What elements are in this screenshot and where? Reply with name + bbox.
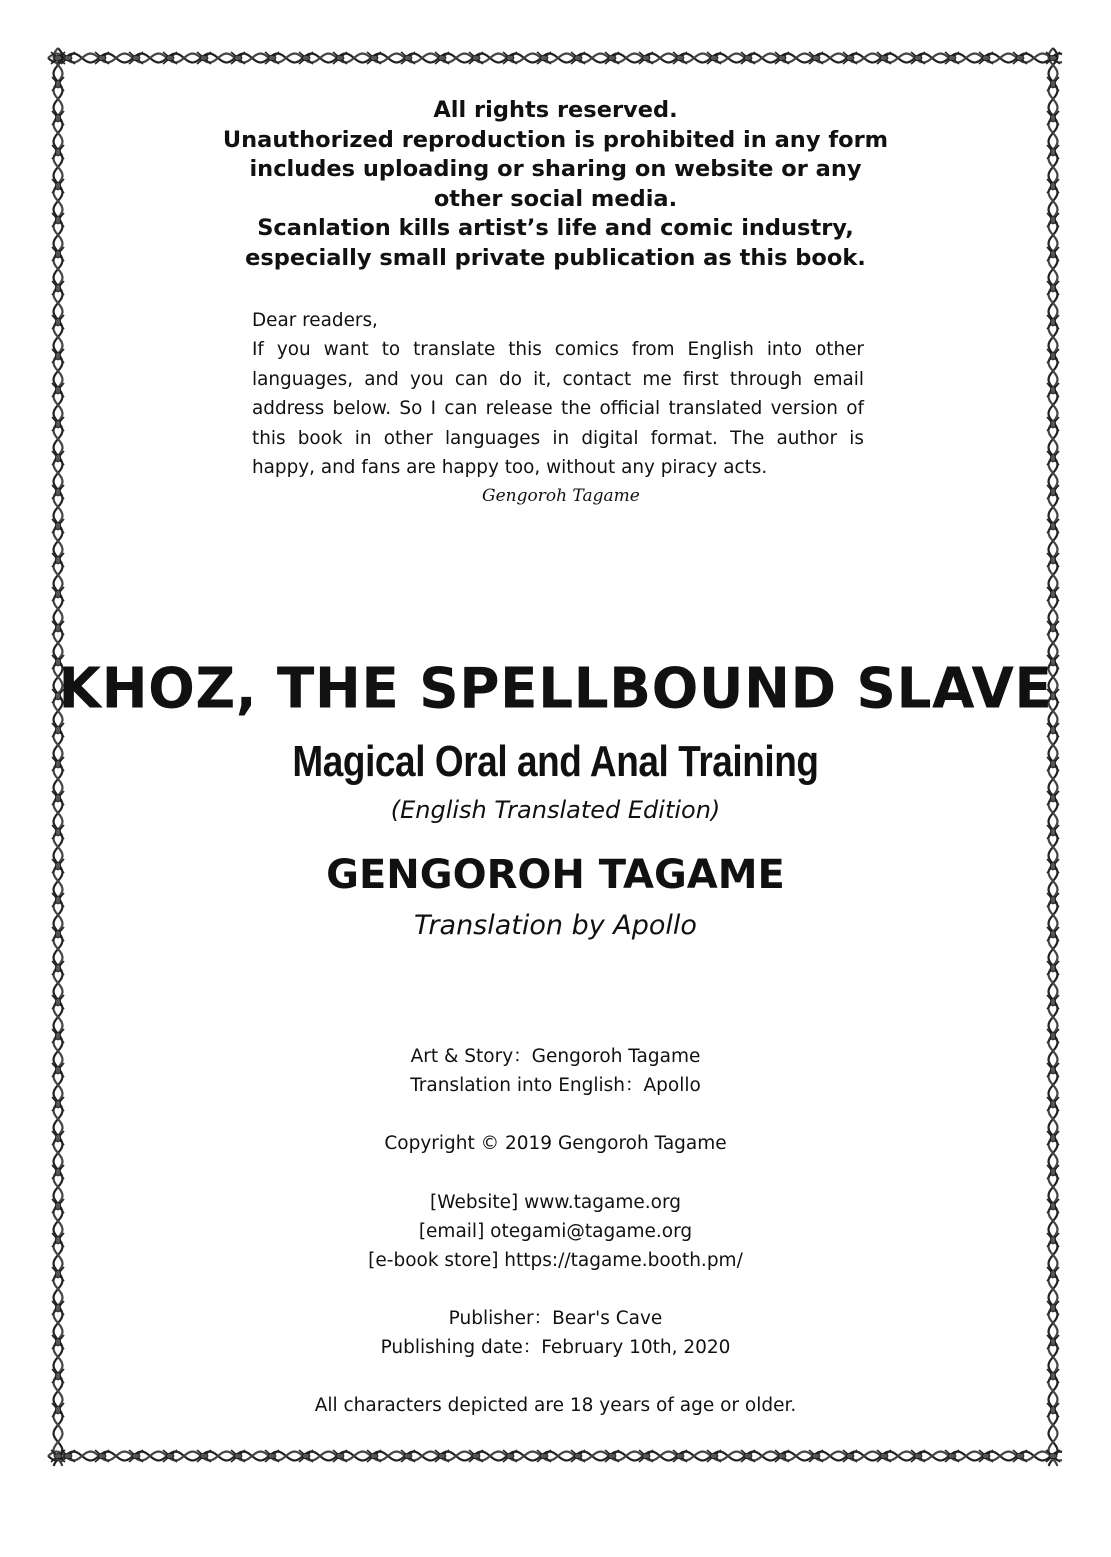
barb-knot [1047,587,1059,601]
barb-knot [605,52,619,64]
barb-knot [52,1029,64,1043]
barb-knot [52,825,64,839]
publishing-date-text: Publishing date：February 10th, 2020 [380,1337,731,1358]
barb-knot [979,52,993,64]
barb-knot [639,1450,653,1462]
barb-knot [843,52,857,64]
barb-knot [673,52,687,64]
barb-knot [877,52,891,64]
barb-knot [231,1450,245,1462]
barb-knot [52,485,64,499]
publisher-info [0,1304,1111,1362]
barb-knot [571,52,585,64]
barb-knot [1047,1369,1059,1383]
barb-knot [979,1450,993,1462]
notice-line: Scanlation kills artist’s life and comic industry, [257,215,854,241]
website-link[interactable]: [Website] www.tagame.org [430,1192,681,1213]
barb-knot [299,52,313,64]
barb-knot [333,1450,347,1462]
notice-line: other social media. [433,185,678,212]
barb-knot [265,52,279,64]
barb-knot [435,1450,449,1462]
copyright-text: Copyright © 2019 Gengoroh Tagame [384,1133,727,1154]
barb-knot [469,1450,483,1462]
author-letter [252,306,864,482]
barb-knot [163,52,177,64]
barb-knot [299,1450,313,1462]
barb-knot [1047,315,1059,329]
book-subtitle: Magical Oral and Anal Training [292,737,819,786]
barb-knot [1047,519,1059,533]
barb-knot [911,52,925,64]
barb-knot [843,1450,857,1462]
author-name: GENGOROH TAGAME [326,852,785,898]
barb-knot [52,1369,64,1383]
barb-knot [265,1450,279,1462]
barb-knot [503,1450,517,1462]
barb-knot [775,52,789,64]
book-title: KHOZ, THE SPELLBOUND SLAVE [58,655,1053,721]
barb-knot [1047,281,1059,295]
barb-knot [1047,417,1059,431]
barb-knot [435,52,449,64]
barb-knot [571,1450,585,1462]
translator-credit: Translation by Apollo [414,910,697,941]
notice-line: includes uploading or sharing on website or any [249,156,862,182]
email-link[interactable]: [email] otegami@tagame.org [418,1221,693,1242]
age-disclaimer [0,1391,1111,1420]
barb-knot [1013,1450,1027,1462]
barb-knot [809,52,823,64]
barb-knot [741,1450,755,1462]
letter-greeting: Dear readers, [252,310,378,331]
ebook-store-link[interactable]: [e-book store] https://tagame.booth.pm/ [368,1250,743,1271]
barb-knot [52,553,64,567]
barb-knot [52,995,64,1009]
barb-knot [129,1450,143,1462]
barb-knot [1047,553,1059,567]
art-story-credit: Art & Story：Gengoroh Tagame [410,1046,701,1067]
barb-knot [401,52,415,64]
barb-knot [1013,52,1027,64]
barb-knot [52,587,64,601]
notice-line: Unauthorized reproduction is prohibited in any form [222,126,889,153]
barb-knot [95,1450,109,1462]
barb-knot [163,1450,177,1462]
barb-knot [707,52,721,64]
barb-knot [537,1450,551,1462]
barb-knot [1047,825,1059,839]
barb-knot [707,1450,721,1462]
barb-knot [1047,1029,1059,1043]
translation-credit: Translation into English：Apollo [410,1075,701,1096]
barb-knot [129,52,143,64]
barb-knot [605,1450,619,1462]
barb-knot [367,1450,381,1462]
barb-knot [231,52,245,64]
barb-knot [333,52,347,64]
barb-knot [52,621,64,635]
publisher-text: Publisher：Bear's Cave [448,1308,663,1329]
barb-knot [367,52,381,64]
barb-knot [1047,757,1059,771]
barb-knot [52,519,64,533]
barb-knot [52,349,64,363]
rights-notice [0,96,1111,273]
barb-knot [775,1450,789,1462]
barb-knot [197,1450,211,1462]
barb-knot [1047,961,1059,975]
barb-knot [52,1165,64,1179]
edition-label: (English Translated Edition) [390,796,721,824]
letter-body: If you want to translate this comics from English into other languages, and you can do it, contact me first through email address below. So I can release the official translated version of this book in other languages in digital format. The author is happy, and fans are happy too, without any piracy acts. [252,339,864,479]
barb-knot [639,52,653,64]
barb-knot [52,451,64,465]
barb-knot [52,417,64,431]
barb-knot [503,52,517,64]
barb-knot [1047,1165,1059,1179]
barb-knot [1047,995,1059,1009]
barb-knot [945,52,959,64]
barb-knot [52,757,64,771]
barb-knot [401,1450,415,1462]
barb-knot [809,1450,823,1462]
barb-knot [52,315,64,329]
barb-knot [52,961,64,975]
copyright-line [0,1129,1111,1158]
barb-knot [1047,621,1059,635]
barb-knot [1047,349,1059,363]
barb-knot [877,1450,891,1462]
letter-signature: Gengoroh Tagame [482,486,640,506]
barb-knot [1047,383,1059,397]
barb-knot [197,52,211,64]
barb-knot [1047,77,1059,91]
credits-creators [0,1042,1111,1100]
barb-knot [1047,451,1059,465]
barb-knot [469,52,483,64]
age-notice-text: All characters depicted are 18 years of age or older. [314,1395,797,1416]
barb-knot [741,52,755,64]
barb-knot [52,77,64,91]
notice-line: especially small private publication as this book. [245,244,866,271]
barb-knot [673,1450,687,1462]
barb-knot [95,52,109,64]
barb-knot [945,1450,959,1462]
barb-knot [1047,485,1059,499]
notice-line: All rights reserved. [433,97,678,123]
contact-links [0,1188,1111,1275]
barb-knot [911,1450,925,1462]
barb-knot [52,383,64,397]
barb-knot [537,52,551,64]
barb-knot [52,281,64,295]
